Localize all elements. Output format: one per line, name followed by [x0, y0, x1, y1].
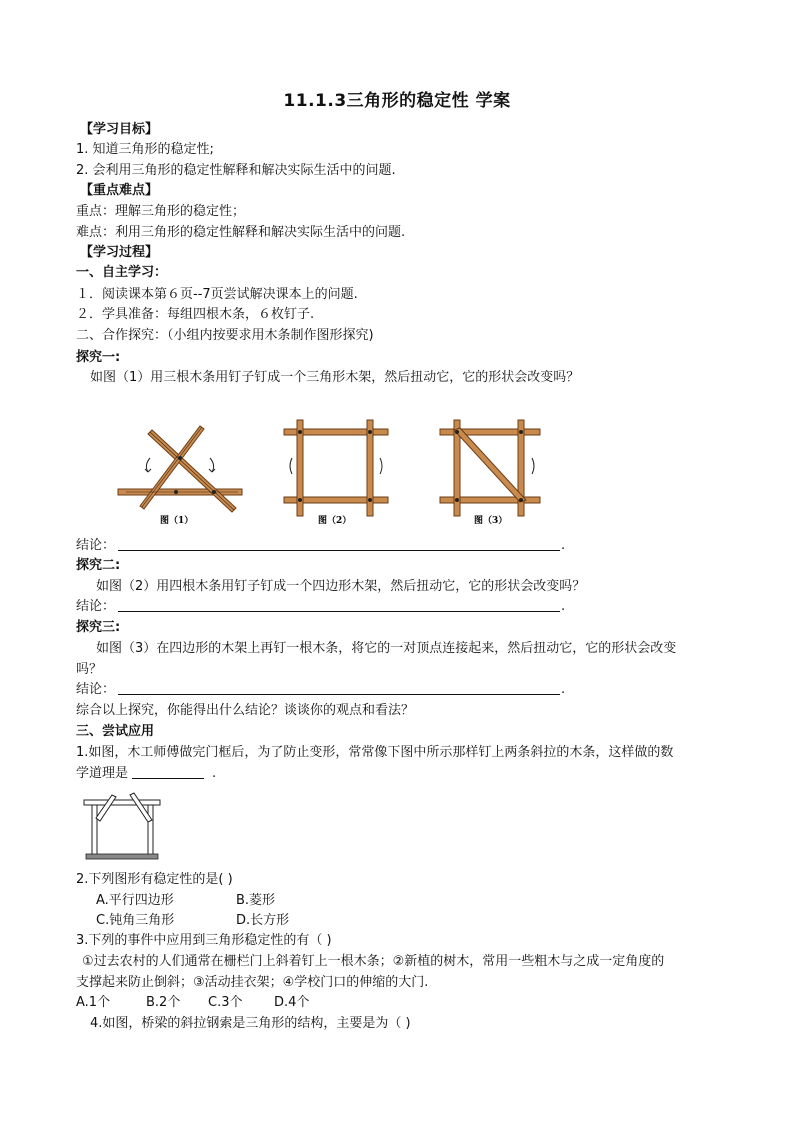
explore2-answer-line[interactable] — [118, 611, 560, 612]
q1-line2: 学道理是 — [76, 766, 129, 781]
figure-2-caption: 图（2） — [318, 516, 352, 526]
figure-1-caption: 图（1） — [160, 516, 194, 526]
goal-item-1: 1. 知道三角形的稳定性; — [76, 142, 214, 157]
explore1-conclusion-label: 结论： — [76, 538, 116, 553]
q3-option-c[interactable]: C.3个 — [208, 995, 243, 1010]
goals-heading: 【学习目标】 — [80, 122, 159, 137]
door-frame-figure — [82, 790, 166, 862]
self-study-item-2: ２．学具准备：每组四根木条，６枚钉子. — [76, 307, 315, 322]
period: . — [561, 538, 566, 553]
q2-text: 2.下列图形有稳定性的是( ) — [76, 872, 233, 887]
q1-line1: 1.如图，木工师傅做完门框后，为了防止变形，常常像下图中所示那样钉上两条斜拉的木条，这样做的数 — [76, 745, 674, 760]
nail-icon — [178, 456, 182, 460]
rotate-arrow-icon — [532, 458, 534, 474]
explore3-text-line1: 如图（3）在四边形的木架上再钉一根木条，将它的一对顶点连接起来，然后扭动它，它的形状会改变 — [96, 641, 677, 656]
nail-icon — [174, 490, 178, 494]
q3-body-line2: 支撑起来防止倒斜；③活动挂衣架；④学校门口的伸缩的大门. — [76, 975, 429, 990]
self-study-heading: 一、自主学习： — [76, 265, 168, 280]
explore3-answer-line[interactable] — [118, 694, 560, 695]
period: . — [561, 599, 566, 614]
explore3-heading: 探究三: — [76, 620, 121, 635]
process-heading: 【学习过程】 — [80, 245, 159, 260]
q3-body-line1: ①过去农村的人们通常在栅栏门上斜着钉上一根木条；②新植的树木，常用一些粗木与之成一定角度的 — [82, 954, 665, 969]
page-title: 11.1.3三角形的稳定性 学案 — [283, 91, 511, 111]
q2-option-c[interactable]: C.钝角三角形 — [96, 913, 175, 928]
difficulty-point: 难点：利用三角形的稳定性解释和解决实际生活中的问题. — [76, 225, 406, 240]
q3-option-a[interactable]: A.1个 — [76, 995, 111, 1010]
period: . — [561, 682, 566, 697]
explore2-conclusion-label: 结论： — [76, 599, 116, 614]
figure-2-quadrilateral — [282, 418, 390, 530]
self-study-item-1: １．阅读课本第６页--7页尝试解决课本上的问题. — [76, 287, 358, 302]
figure-3-braced-quadrilateral — [438, 418, 544, 530]
explore1-answer-line[interactable] — [118, 550, 560, 551]
explore2-heading: 探究二: — [76, 558, 121, 573]
figure-1-triangle — [114, 410, 246, 530]
explore1-text: 如图（1）用三根木条用钉子钉成一个三角形木架，然后扭动它，它的形状会改变吗？ — [90, 370, 580, 385]
summary-question: 综合以上探究，你能得出什么结论？谈谈你的观点和看法？ — [76, 703, 415, 718]
rotate-arrow-icon — [290, 458, 292, 474]
q3-text: 3.下列的事件中应用到三角形稳定性的有（ ) — [76, 933, 332, 948]
goal-item-2: 2. 会利用三角形的稳定性解释和解决实际生活中的问题. — [76, 163, 396, 178]
q2-option-b[interactable]: B.菱形 — [236, 893, 276, 908]
figure-3-caption: 图（3） — [474, 516, 508, 526]
apply-heading: 三、尝试应用 — [76, 724, 155, 739]
q1-period: . — [212, 766, 217, 781]
q3-option-b[interactable]: B.2个 — [146, 995, 181, 1010]
rotate-arrow-icon — [380, 458, 382, 474]
q3-option-d[interactable]: D.4个 — [274, 995, 310, 1010]
explore1-heading: 探究一: — [76, 350, 121, 365]
q1-answer-blank[interactable] — [132, 778, 204, 779]
explore3-conclusion-label: 结论： — [76, 682, 116, 697]
keypoints-heading: 【重点难点】 — [80, 183, 159, 198]
explore2-text: 如图（2）用四根木条用钉子钉成一个四边形木架，然后扭动它，它的形状会改变吗？ — [96, 579, 586, 594]
q4-text: 4.如图，桥梁的斜拉钢索是三角形的结构，主要是为（ ) — [90, 1016, 411, 1031]
q2-option-a[interactable]: A.平行四边形 — [96, 893, 174, 908]
key-point: 重点：理解三角形的稳定性； — [76, 204, 246, 219]
coop-heading: 二、合作探究：（小组内按要求用木条制作图形探究) — [76, 328, 374, 343]
nail-icon — [212, 490, 216, 494]
q2-option-d[interactable]: D.长方形 — [236, 913, 290, 928]
explore3-text-line2: 吗？ — [76, 662, 103, 677]
